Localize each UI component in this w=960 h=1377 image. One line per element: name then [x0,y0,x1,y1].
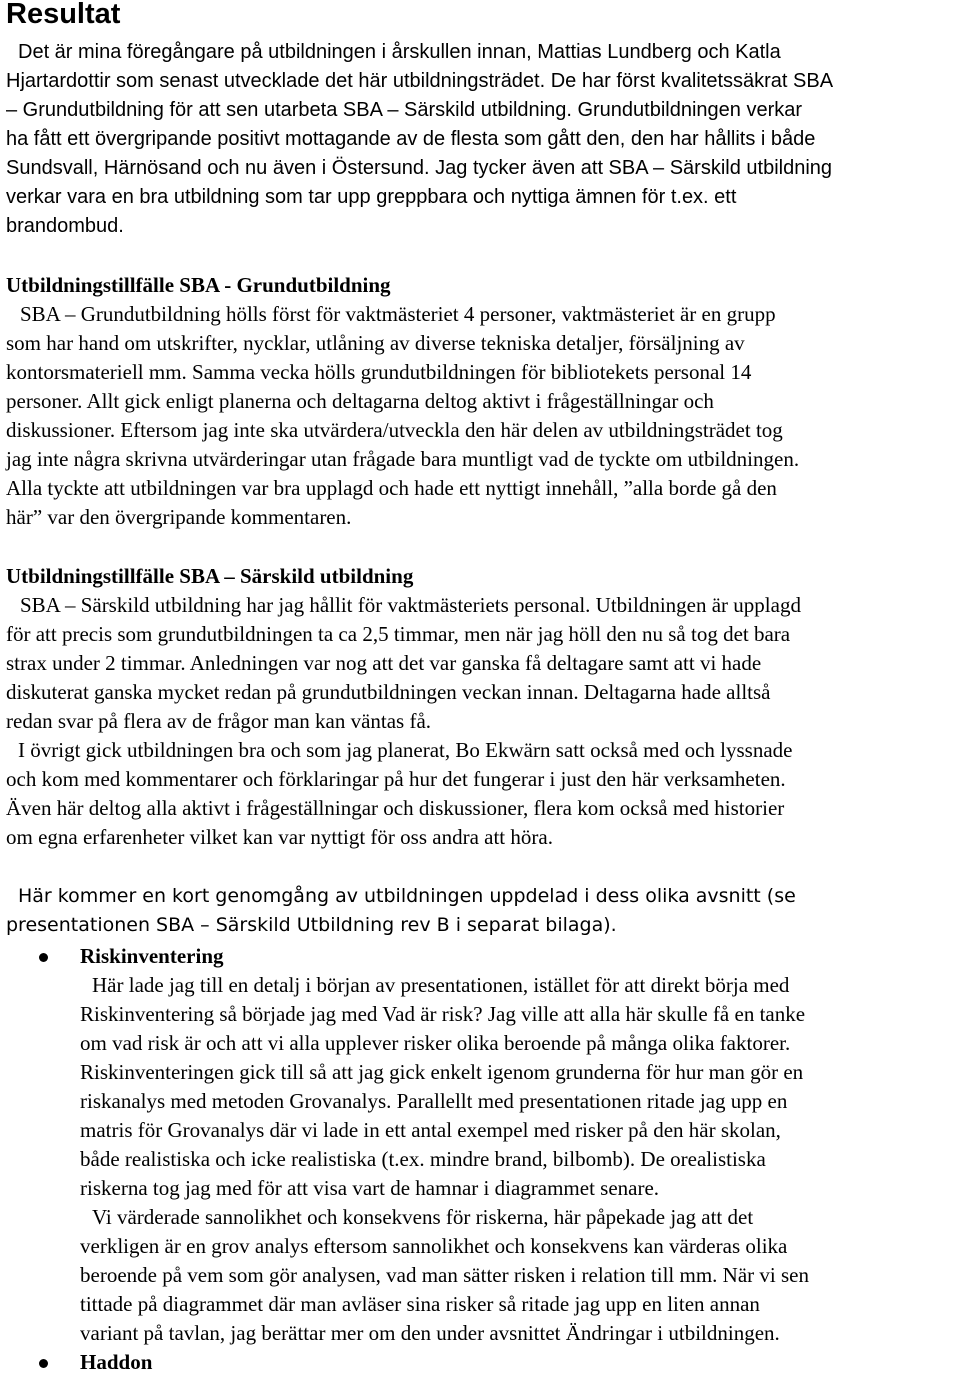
bullet-icon [39,953,48,962]
bullet-item-riskinventering [0,942,960,971]
body-line: personer. Allt gick enligt planerna och deltagarna deltog aktivt i frågeställningar och [6,389,714,413]
section-grundutbildning [6,271,958,532]
body-line: som har hand om utskrifter, nycklar, utlåning av diverse tekniska detaljer, försäljning av [6,331,745,355]
body-line: matris för Grovanalys där vi lade in ett antal exempel med risker på den här skolan, [80,1118,781,1142]
intro-line: Sundsvall, Härnösand och nu även i Östersund. Jag tycker även att SBA – Särskild utbildning [6,157,833,179]
body-line: tittade på diagrammet där man avläser sina risker så ritade jag upp en liten annan [80,1292,760,1316]
body-line: variant på tavlan, jag berättar mer om den under avsnittet Ändringar i utbildningen. [80,1321,780,1345]
intro-line: ha fått ett övergripande positivt mottagande av de flesta som gått den, den har hållits i både [6,128,816,150]
intro-line: Det är mina föregångare på utbildningen i årskullen innan, Mattias Lundberg och Katla [18,41,781,63]
body-line: om vad risk är och att vi alla upplever risker olika beroende på många olika faktorer. [80,1031,791,1055]
overview-line: Här kommer en kort genomgång av utbildningen uppdelad i dess olika avsnitt (se [18,885,796,907]
body-line: Riskinventeringen gick till så att jag gick enkelt igenom grunderna för hur man gör en [80,1060,804,1084]
page-title: Resultat [6,0,121,30]
body-line: SBA – Grundutbildning hölls först för vaktmästeriet 4 personer, vaktmästeriet är en grupp [20,302,776,326]
body-line: för att precis som grundutbildningen ta ca 2,5 timmar, men när jag höll den nu så tog det bara [6,622,791,646]
body-line: riskanalys med metoden Grovanalys. Parallellt med presentationen ritade jag upp en [80,1089,788,1113]
overview-paragraph [6,882,958,940]
body-line: verkligen är en grov analys eftersom sannolikhet och konsekvens kan värderas olika [80,1234,788,1258]
intro-line: verkar vara en bra utbildning som tar upp greppbara och nyttiga ämnen för t.ex. ett [6,186,737,208]
body-line: SBA – Särskild utbildning har jag hållit för vaktmästeriets personal. Utbildningen är upplagd [20,593,801,617]
intro-line: Hjartardottir som senast utvecklade det här utbildningsträdet. De har först kvalitetssäkrat SBA [6,70,834,92]
body-line: beroende på vem som gör analysen, vad man sätter risken i relation till mm. När vi sen [80,1263,809,1287]
body-line: Här lade jag till en detalj i början av presentationen, istället för att direkt börja med [92,973,790,997]
body-line: och kom med kommentarer och förklaringar på hur det fungerar i just den här verksamheten. [6,767,786,791]
bullet-label: Haddon [80,1350,153,1374]
body-line: Vi värderade sannolikhet och konsekvens för riskerna, här påpekade jag att det [92,1205,754,1229]
body-line: kontorsmateriell mm. Samma vecka hölls grundutbildningen för bibliotekets personal 14 [6,360,752,384]
body-line: Även här deltog alla aktivt i frågeställningar och diskussioner, flera kom också med historier [6,796,785,820]
bullet-item-haddon [0,1348,960,1377]
section-body [6,300,958,532]
section-sarskild-utbildning [6,562,958,852]
body-line: strax under 2 timmar. Anledningen var nog att det var ganska få deltagare samt att vi hade [6,651,762,675]
bullet-body [80,971,958,1348]
bullet-icon [39,1359,48,1368]
section-heading: Utbildningstillfälle SBA - Grundutbildning [6,273,391,297]
body-line: riskerna tog jag med för att visa vart de hamnar i diagrammet senare. [80,1176,660,1200]
section-heading: Utbildningstillfälle SBA – Särskild utbildning [6,564,414,588]
section-body [6,591,958,852]
intro-paragraph [6,38,958,241]
body-line: jag inte några skrivna utvärderingar utan frågade bara muntligt vad de tyckte om utbildningen. [6,447,800,471]
body-line: här” var den övergripande kommentaren. [6,505,352,529]
intro-line: brandombud. [6,215,124,237]
body-line: redan svar på flera av de frågor man kan väntas få. [6,709,432,733]
body-line: Riskinventering så började jag med Vad är risk? Jag ville att alla här skulle få en tanke [80,1002,806,1026]
body-line: I övrigt gick utbildningen bra och som jag planerat, Bo Ekwärn satt också med och lyssnade [18,738,793,762]
overview-line: presentationen SBA – Särskild Utbildning rev B i separat bilaga). [6,914,617,936]
body-line: både realistiska och icke realistiska (t.ex. mindre brand, bilbomb). De orealistiska [80,1147,766,1171]
body-line: diskussioner. Eftersom jag inte ska utvärdera/utveckla den här delen av utbildningsträdet tog [6,418,783,442]
bullet-label: Riskinventering [80,944,224,968]
body-line: Alla tyckte att utbildningen var bra upplagd och hade ett nyttigt innehåll, ”alla borde gå den [6,476,777,500]
body-line: om egna erfarenheter vilket kan var nyttigt för oss andra att höra. [6,825,553,849]
body-line: diskuterat ganska mycket redan på grundutbildningen veckan innan. Deltagarna hade alltså [6,680,771,704]
intro-line: – Grundutbildning för att sen utarbeta SBA – Särskild utbildning. Grundutbildningen verkar [6,99,803,121]
